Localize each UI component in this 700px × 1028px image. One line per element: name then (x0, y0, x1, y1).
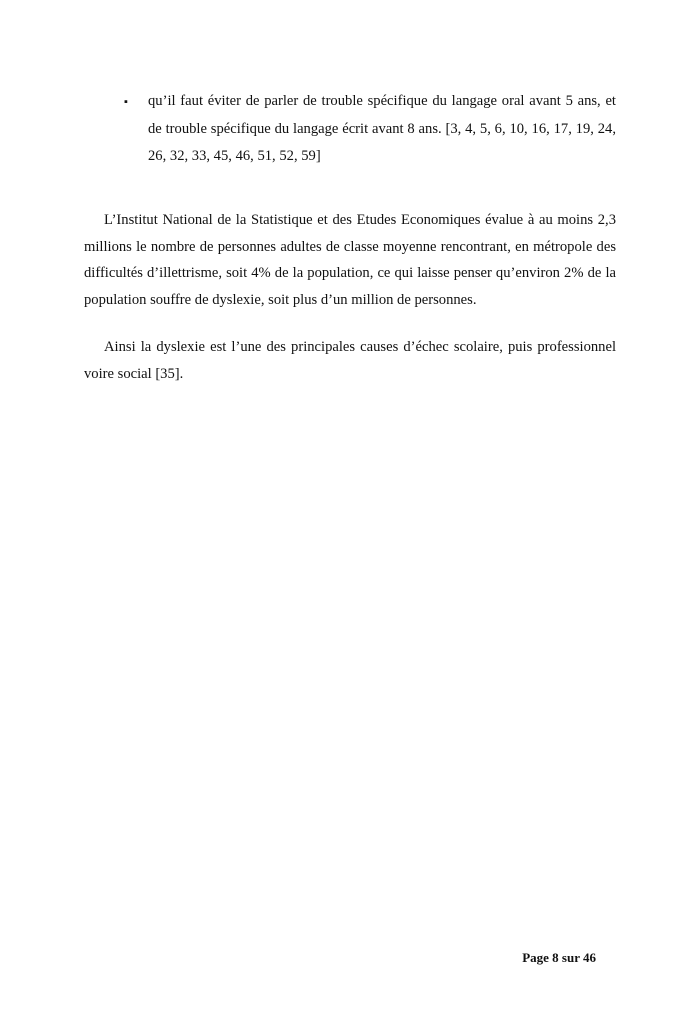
bullet-list-item (120, 88, 616, 171)
bullet-item-text: qu’il faut éviter de parler de trouble spécifique du langage oral avant 5 ans, et de trouble spécifique du langage écrit avant 8 ans. [3, 4, 5, 6, 10, 16, 17, 19, 24, 26, 32, 33, 45, 46, 51, 52, 59] (148, 93, 616, 164)
paragraph-insee-statistics: L’Institut National de la Statistique et des Etudes Economiques évalue à au moins 2,3 millions le nombre de personnes adultes de classe moyenne rencontrant, en métropole des difficultés d’illettrisme, soit 4% de la population, ce qui laisse penser qu’environ 2% de la population souffre de dyslexie, soit plus d’un million de personnes. (84, 212, 616, 308)
page-number-footer: Page 8 sur 46 (522, 950, 596, 965)
bullet-square-icon: ▪ (124, 96, 128, 108)
paragraph-conclusion: Ainsi la dyslexie est l’une des principales causes d’échec scolaire, puis professionnel voire social [35]. (84, 339, 616, 382)
